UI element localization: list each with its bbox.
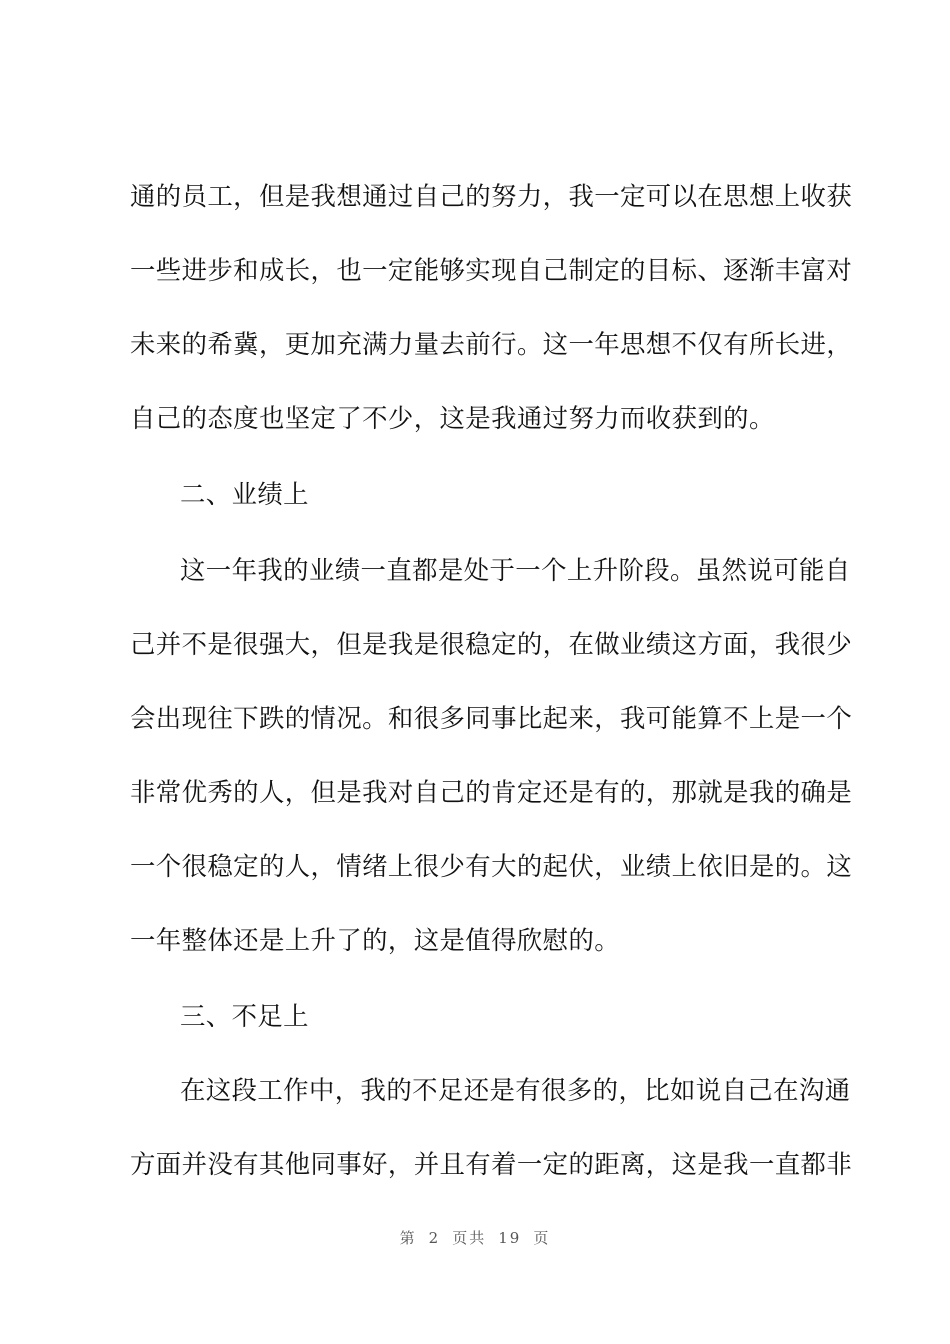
- footer-suffix: 页: [533, 1229, 551, 1247]
- body-text-line: 未来的希冀，更加充满力量去前行。这一年思想不仅有所长进，: [130, 329, 853, 359]
- body-text-line: 方面并没有其他同事好，并且有着一定的距离，这是我一直都非: [130, 1149, 853, 1179]
- body-text-line: 在这段工作中，我的不足还是有很多的，比如说自己在沟通: [180, 1075, 851, 1105]
- body-text-line: 一些进步和成长，也一定能够实现自己制定的目标、逐渐丰富对: [130, 255, 853, 285]
- footer-middle: 页共: [452, 1229, 487, 1247]
- page-footer: [0, 1228, 950, 1248]
- body-text-line: 己并不是很强大，但是我是很稳定的，在做业绩这方面，我很少: [130, 629, 853, 659]
- footer-page-number: 2: [428, 1229, 441, 1247]
- footer-prefix: 第: [399, 1229, 417, 1247]
- body-text-line: 这一年我的业绩一直都是处于一个上升阶段。虽然说可能自: [180, 555, 851, 585]
- body-text-line: 通的员工，但是我想通过自己的努力，我一定可以在思想上收获: [130, 181, 853, 211]
- footer-total-pages: 19: [498, 1229, 522, 1247]
- body-text-line: 一年整体还是上升了的，这是值得欣慰的。: [130, 925, 621, 955]
- body-text-line: 一个很稳定的人，情绪上很少有大的起伏，业绩上依旧是的。这: [130, 851, 853, 881]
- section-heading-performance: 二、业绩上: [180, 479, 309, 509]
- body-text-line: 会出现往下跌的情况。和很多同事比起来，我可能算不上是一个: [130, 703, 853, 733]
- body-text-line: 自己的态度也坚定了不少，这是我通过努力而收获到的。: [130, 403, 775, 433]
- section-heading-shortcomings: 三、不足上: [180, 1001, 309, 1031]
- body-text-line: 非常优秀的人，但是我对自己的肯定还是有的，那就是我的确是: [130, 777, 853, 807]
